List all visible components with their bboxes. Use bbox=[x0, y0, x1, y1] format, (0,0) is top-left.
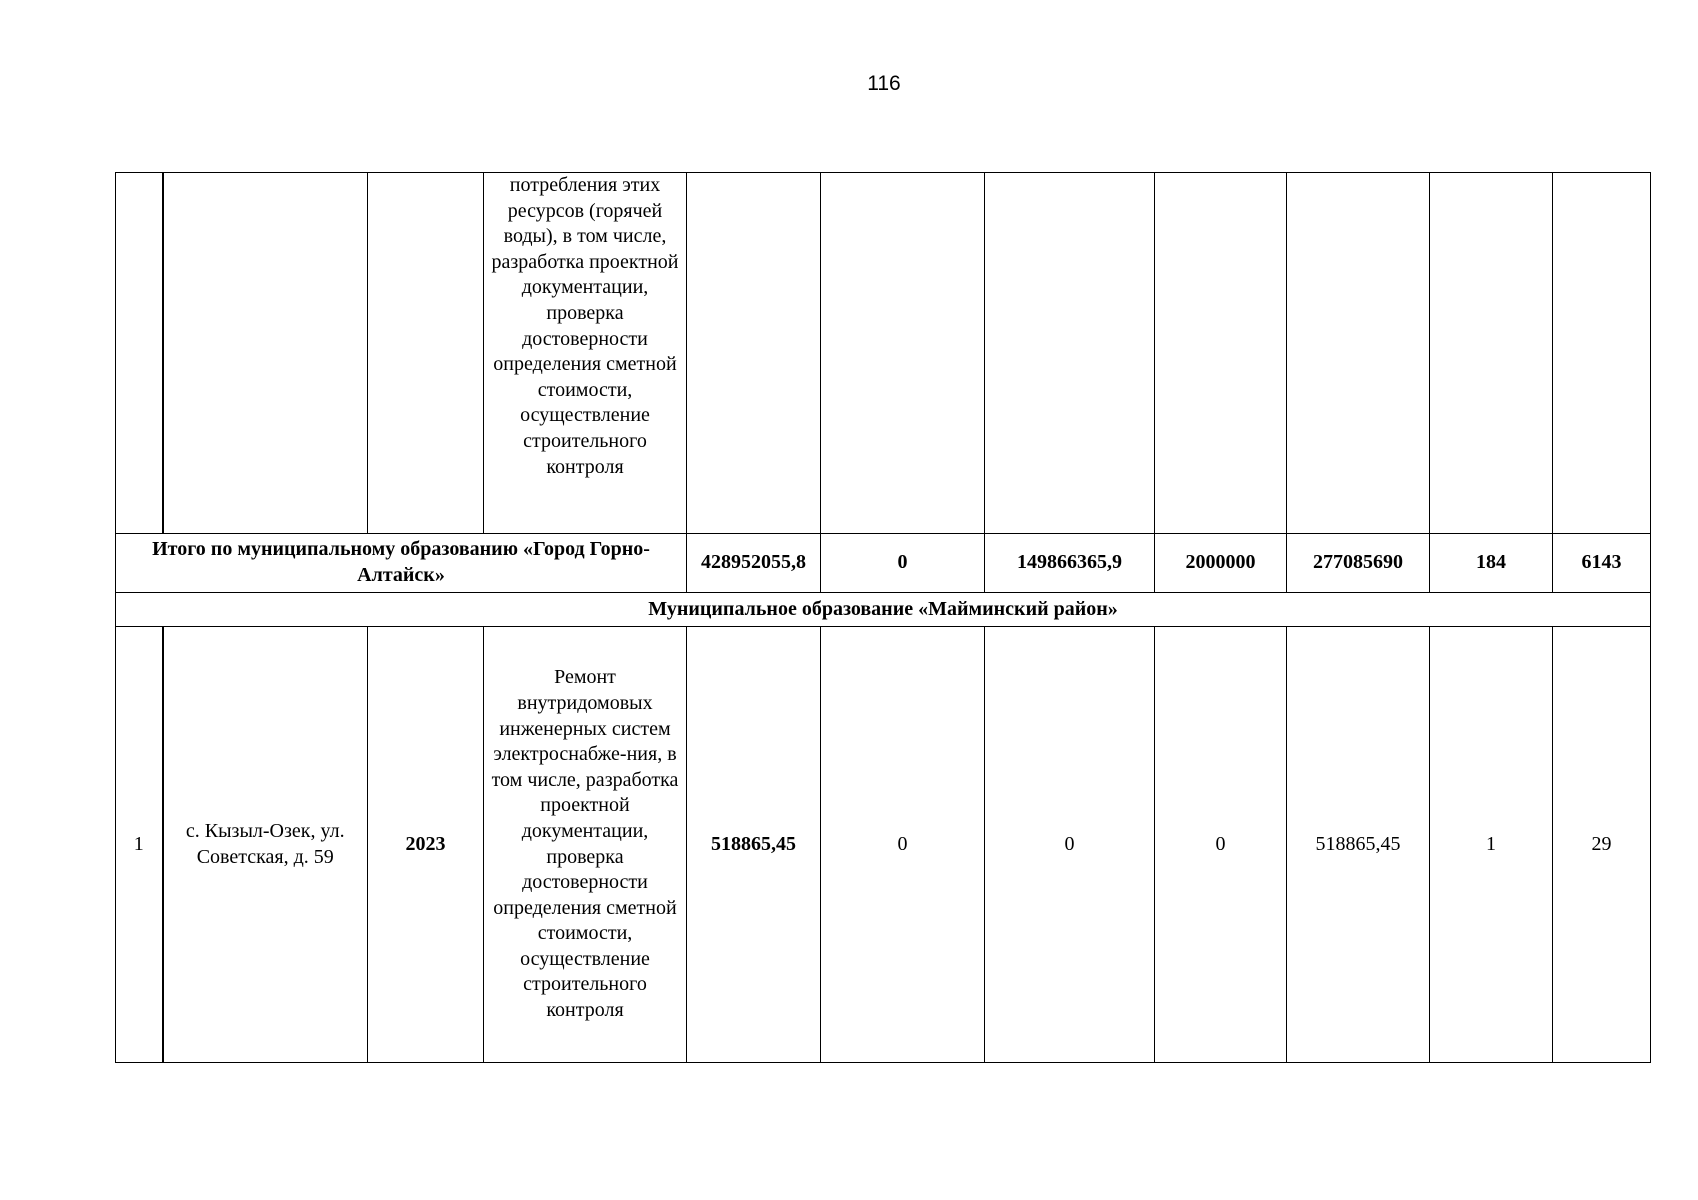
item-work-description: Ремонт внутридомовых инженерных систем электроснабже-ния, в том числе, разработка проектной документации, проверка достоверности определения сметной стоимости, осуществление строительного контроля bbox=[484, 627, 687, 1063]
cell-fund-cost-empty bbox=[821, 173, 985, 534]
item-year: 2023 bbox=[368, 627, 484, 1063]
item-total-cost: 518865,45 bbox=[687, 627, 821, 1063]
cell-year-empty bbox=[368, 173, 484, 534]
total-republic-budget: 149866365,9 bbox=[985, 534, 1155, 593]
item-buildings-count: 1 bbox=[1430, 627, 1553, 1063]
cell-republic-budget-empty bbox=[985, 173, 1155, 534]
total-owners-funds: 277085690 bbox=[1287, 534, 1430, 593]
item-fund-cost: 0 bbox=[821, 627, 985, 1063]
cell-residents-count-empty bbox=[1553, 173, 1651, 534]
cell-number-empty bbox=[116, 173, 163, 534]
total-label: Итого по муниципальному образованию «Город Горно-Алтайск» bbox=[116, 534, 687, 593]
cell-owners-funds-empty bbox=[1287, 173, 1430, 534]
total-cost: 428952055,8 bbox=[687, 534, 821, 593]
total-buildings-count: 184 bbox=[1430, 534, 1553, 593]
section-title: Муниципальное образование «Майминский район» bbox=[116, 593, 1651, 627]
cell-local-budget-empty bbox=[1155, 173, 1287, 534]
item-residents-count: 29 bbox=[1553, 627, 1651, 1063]
program-table bbox=[115, 172, 1651, 1063]
cell-work-description: потребления этих ресурсов (горячей воды), в том числе, разработка проектной документации, проверка достоверности определения сметной стоимости, осуществление строительного контроля bbox=[484, 173, 687, 534]
total-residents-count: 6143 bbox=[1553, 534, 1651, 593]
item-owners-funds: 518865,45 bbox=[1287, 627, 1430, 1063]
page-number: 116 bbox=[867, 72, 901, 95]
item-address: с. Кызыл-Озек, ул. Советская, д. 59 bbox=[163, 627, 368, 1063]
item-republic-budget: 0 bbox=[985, 627, 1155, 1063]
cell-total-cost-empty bbox=[687, 173, 821, 534]
table-row-continuation bbox=[116, 173, 1651, 534]
total-local-budget: 2000000 bbox=[1155, 534, 1287, 593]
table-row-total bbox=[116, 534, 1651, 593]
cell-buildings-count-empty bbox=[1430, 173, 1553, 534]
item-number: 1 bbox=[116, 627, 163, 1063]
table-row bbox=[116, 627, 1651, 1063]
table-row-section bbox=[116, 593, 1651, 627]
item-local-budget: 0 bbox=[1155, 627, 1287, 1063]
total-fund-cost: 0 bbox=[821, 534, 985, 593]
cell-address-empty bbox=[163, 173, 368, 534]
